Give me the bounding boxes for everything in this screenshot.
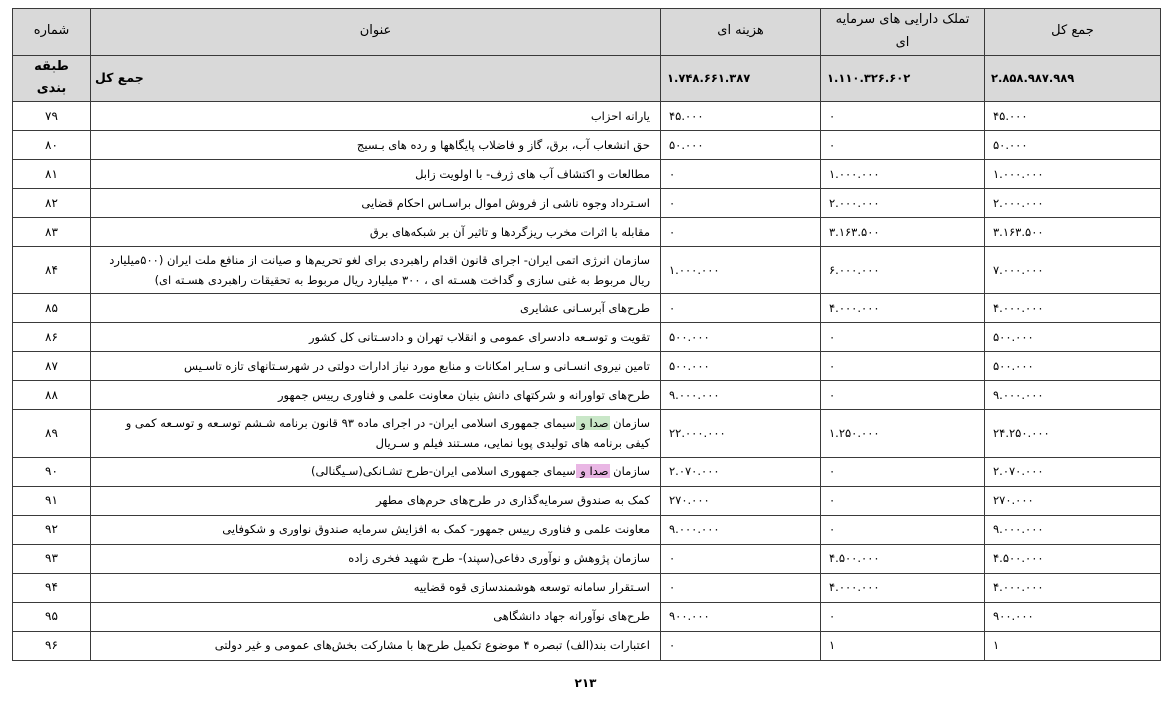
cell-grand-total: ۲۴.۲۵۰.۰۰۰ [985,410,1161,457]
cell-current-expenditure: ۹.۰۰۰.۰۰۰ [661,515,821,544]
table-row [13,486,1161,515]
cell-row-number: ۸۷ [13,352,91,381]
table-header [13,9,1161,56]
table-row [13,410,1161,457]
cell-grand-total: ۵۰۰.۰۰۰ [985,323,1161,352]
cell-current-expenditure: ۰ [661,631,821,660]
cell-row-number: ۹۱ [13,486,91,515]
table-row [13,323,1161,352]
cell-title: طرح‌های نوآورانه جهاد دانشگاهی [91,602,661,631]
cell-title: مطالعات و اکتشاف آب های ژرف- با اولویت زابل [91,160,661,189]
totals-grand-total: ۲.۸۵۸.۹۸۷.۹۸۹ [985,55,1161,102]
cell-grand-total: ۲۷۰.۰۰۰ [985,486,1161,515]
table-body [13,55,1161,660]
cell-row-number: ۹۳ [13,544,91,573]
cell-current-expenditure: ۴۵.۰۰۰ [661,102,821,131]
cell-current-expenditure: ۹۰۰.۰۰۰ [661,602,821,631]
cell-capital-assets: ۴.۵۰۰.۰۰۰ [821,544,985,573]
cell-row-number: ۸۱ [13,160,91,189]
cell-row-number: ۹۴ [13,573,91,602]
cell-grand-total: ۴.۰۰۰.۰۰۰ [985,573,1161,602]
cell-grand-total: ۴.۰۰۰.۰۰۰ [985,294,1161,323]
totals-current-expenditure: ۱.۷۴۸.۶۶۱.۳۸۷ [661,55,821,102]
cell-grand-total: ۱ [985,631,1161,660]
table-row [13,515,1161,544]
cell-capital-assets: ۰ [821,323,985,352]
cell-current-expenditure: ۵۰۰.۰۰۰ [661,352,821,381]
cell-title: حق انشعاب آب، برق، گاز و فاضلاب پایگاهها و رده های بـسیج [91,131,661,160]
cell-row-number: ۸۵ [13,294,91,323]
cell-row-number: ۸۹ [13,410,91,457]
cell-grand-total: ۵۰.۰۰۰ [985,131,1161,160]
cell-capital-assets: ۱.۲۵۰.۰۰۰ [821,410,985,457]
cell-current-expenditure: ۰ [661,160,821,189]
totals-row [13,55,1161,102]
cell-capital-assets: ۰ [821,486,985,515]
table-row [13,247,1161,294]
cell-row-number: ۹۰ [13,457,91,486]
cell-title: طرح‌های تواورانه و شرکتهای دانش بنیان معاونت علمی و فناوری رییس جمهور [91,381,661,410]
cell-row-number: ۹۲ [13,515,91,544]
cell-current-expenditure: ۱.۰۰۰.۰۰۰ [661,247,821,294]
page-number: ۲۱۳ [574,676,597,690]
column-header-grand-total: جمع کل [985,9,1161,56]
cell-grand-total: ۳.۱۶۳.۵۰۰ [985,218,1161,247]
cell-row-number: ۹۶ [13,631,91,660]
cell-title: اسـترداد وجوه ناشی از فروش اموال براسـاس احکام قضایی [91,189,661,218]
cell-grand-total: ۹.۰۰۰.۰۰۰ [985,381,1161,410]
cell-current-expenditure: ۲.۰۷۰.۰۰۰ [661,457,821,486]
cell-capital-assets: ۰ [821,131,985,160]
cell-current-expenditure: ۰ [661,218,821,247]
cell-capital-assets: ۰ [821,381,985,410]
table-row [13,218,1161,247]
cell-current-expenditure: ۰ [661,189,821,218]
cell-current-expenditure: ۹.۰۰۰.۰۰۰ [661,381,821,410]
column-header-number: شماره [13,9,91,56]
table-row [13,457,1161,486]
cell-title: سازمان پژوهش و نوآوری دفاعی(سپند)- طرح شهید فخری زاده [91,544,661,573]
cell-row-number: ۸۳ [13,218,91,247]
cell-title: اسـتقرار سامانه توسعه هوشمندسازی قوه قضاییه [91,573,661,602]
cell-current-expenditure: ۵۰۰.۰۰۰ [661,323,821,352]
cell-capital-assets: ۱ [821,631,985,660]
cell-title: اعتبارات بند(الف) تبصره ۴ موضوع تکمیل طرح‌ها با مشارکت بخش‌های عمومی و غیر دولتی [91,631,661,660]
cell-capital-assets: ۲.۰۰۰.۰۰۰ [821,189,985,218]
column-header-capital-assets: تملک دارایی های سرمایه ای [821,9,985,56]
cell-row-number: ۹۵ [13,602,91,631]
cell-grand-total: ۲.۰۷۰.۰۰۰ [985,457,1161,486]
cell-capital-assets: ۰ [821,515,985,544]
table-row [13,102,1161,131]
cell-current-expenditure: ۲۲.۰۰۰.۰۰۰ [661,410,821,457]
cell-grand-total: ۱.۰۰۰.۰۰۰ [985,160,1161,189]
cell-capital-assets: ۰ [821,102,985,131]
cell-current-expenditure: ۲۷۰.۰۰۰ [661,486,821,515]
cell-grand-total: ۲.۰۰۰.۰۰۰ [985,189,1161,218]
cell-title: تقویت و توسـعه دادسرای عمومی و انقلاب تهران و دادسـتانی کل کشور [91,323,661,352]
table-row [13,631,1161,660]
cell-row-number: ۸۸ [13,381,91,410]
cell-row-number: ۸۲ [13,189,91,218]
cell-capital-assets: ۳.۱۶۳.۵۰۰ [821,218,985,247]
cell-title: تامین نیروی انسـانی و سـایر امکانات و منابع مورد نیاز ادارات دولتی در شهرسـتانهای تازه تاسـیس [91,352,661,381]
cell-capital-assets: ۰ [821,602,985,631]
table-row [13,352,1161,381]
table-row [13,381,1161,410]
cell-row-number: ۸۰ [13,131,91,160]
table-row [13,189,1161,218]
cell-title: معاونت علمی و فناوری رییس جمهور- کمک به افزایش سرمایه صندوق نواوری و شکوفایی [91,515,661,544]
cell-capital-assets: ۴.۰۰۰.۰۰۰ [821,294,985,323]
cell-current-expenditure: ۰ [661,573,821,602]
cell-title: طرح‌های آبرسـانی عشایری [91,294,661,323]
cell-current-expenditure: ۰ [661,294,821,323]
cell-title: سازمان انرژی اتمی ایران- اجرای قانون اقدام راهبردی برای لغو تحریم‌ها و صیانت از منافع ملت ایران (۵۰۰میلیارد ریال مربوط به غنی سازی و گداخت هسـته ای ، ۳۰۰ میلیارد ریال مربوط به تحقیقات راهبردی هسـته ای) [91,247,661,294]
cell-grand-total: ۴.۵۰۰.۰۰۰ [985,544,1161,573]
table-row [13,602,1161,631]
column-header-title: عنوان [91,9,661,56]
table-row [13,160,1161,189]
budget-table [12,8,1161,661]
highlighted-text: صدا و [576,416,609,431]
cell-grand-total: ۹۰۰.۰۰۰ [985,602,1161,631]
table-row [13,573,1161,602]
cell-grand-total: ۷.۰۰۰.۰۰۰ [985,247,1161,294]
cell-title: سازمان صدا و سیمای جمهوری اسلامی ایران-طرح تشـانکی(سـیگنالی) [91,457,661,486]
cell-row-number: ۸۴ [13,247,91,294]
cell-title: مقابله با اثرات مخرب ریزگردها و تاثیر آن بر شبکه‌های برق [91,218,661,247]
cell-grand-total: ۵۰۰.۰۰۰ [985,352,1161,381]
cell-row-number: ۷۹ [13,102,91,131]
cell-grand-total: ۴۵.۰۰۰ [985,102,1161,131]
cell-capital-assets: ۶.۰۰۰.۰۰۰ [821,247,985,294]
cell-current-expenditure: ۵۰.۰۰۰ [661,131,821,160]
cell-row-number: ۸۶ [13,323,91,352]
cell-capital-assets: ۰ [821,457,985,486]
table-row [13,131,1161,160]
cell-title: یارانه احزاب [91,102,661,131]
cell-capital-assets: ۰ [821,352,985,381]
cell-current-expenditure: ۰ [661,544,821,573]
table-row [13,544,1161,573]
cell-grand-total: ۹.۰۰۰.۰۰۰ [985,515,1161,544]
totals-capital-assets: ۱.۱۱۰.۳۲۶.۶۰۲ [821,55,985,102]
table-row [13,294,1161,323]
cell-title: کمک به صندوق سرمایه‌گذاری در طرح‌های حرم‌های مطهر [91,486,661,515]
column-header-current-expenditure: هزینه ای [661,9,821,56]
cell-capital-assets: ۱.۰۰۰.۰۰۰ [821,160,985,189]
classification-label: طبقه بندی [13,55,91,102]
header-row [13,9,1161,56]
totals-label: جمع کل [91,55,661,102]
highlighted-text: صدا و [576,464,609,479]
cell-capital-assets: ۴.۰۰۰.۰۰۰ [821,573,985,602]
cell-title: سازمان صدا و سیمای جمهوری اسلامی ایران- در اجرای ماده ۹۳ قانون برنامه شـشم توسـعه و توسـعه کمی و کیفی برنامه های تولیدی پویا نمایی، مسـتند فیلم و سـریال [91,410,661,457]
